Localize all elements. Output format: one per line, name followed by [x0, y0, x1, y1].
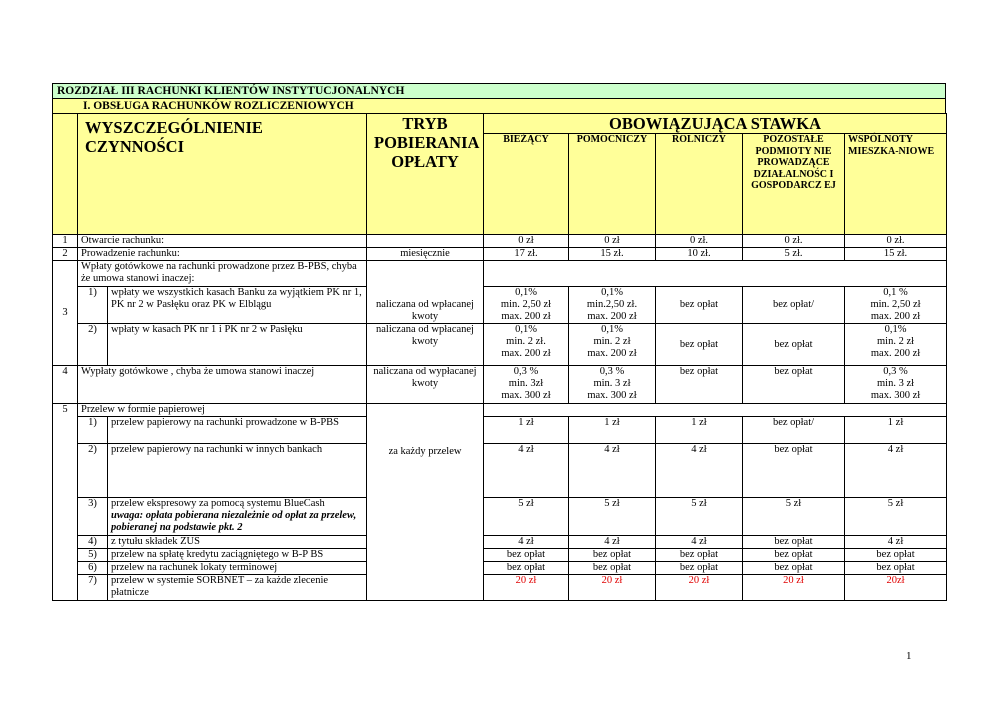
- table-row: 6) przelew na rachunek lokaty terminowej bez opłat bez opłat bez opłat bez opłat bez opłat: [53, 562, 947, 575]
- table-row: 3) przelew ekspresowy za pomocą systemu BlueCash uwaga: opłata pobierana niezależnie od opłat za przelew, pobieranej na podstawie pkt. 2 5 zł 5 zł 5 zł 5 zł 5 zł: [53, 498, 947, 536]
- col-rolniczy: ROLNICZY: [656, 134, 743, 235]
- table-row: 1) przelew papierowy na rachunki prowadzone w B-PBS 1 zł 1 zł 1 zł bez opłat/ 1 zł: [53, 417, 947, 444]
- page-number: 1: [906, 650, 912, 662]
- fee-table-document: [52, 83, 946, 601]
- col-pomocniczy: POMOCNICZY: [569, 134, 656, 235]
- col-biezacy: BIEŻĄCY: [484, 134, 569, 235]
- table-row: 5) przelew na spłatę kredytu zaciągniętego w B-P BS bez opłat bez opłat bez opłat bez opłat bez opłat: [53, 549, 947, 562]
- header-rate: OBOWIĄZUJĄCA STAWKA: [484, 114, 947, 134]
- table-row: 7) przelew w systemie SORBNET – za każde zlecenie płatnicze 20 zł 20 zł 20 zł 20 zł 20zł: [53, 575, 947, 601]
- header-fee-mode: TRYB POBIERANIA OPŁATY: [367, 114, 484, 235]
- fee-table: [52, 113, 947, 601]
- table-row: 4) z tytułu składek ZUS 4 zł 4 zł 4 zł bez opłat 4 zł: [53, 536, 947, 549]
- section-heading: I. OBSŁUGA RACHUNKÓW ROZLICZENIOWYCH: [52, 98, 946, 113]
- table-row: 2) przelew papierowy na rachunki w innych bankach 4 zł 4 zł 4 zł bez opłat 4 zł: [53, 444, 947, 498]
- table-row: 1) wpłaty we wszystkich kasach Banku za wyjątkiem PK nr 1, PK nr 2 w Pasłęku oraz PK w Elblągu 0,1% min. 2,50 zł max. 200 zł 0,1% min.2,50 zł. max. 200 zł bez opłat bez opłat/ 0,1 % min. 2,50 zł max. 200 zł: [53, 287, 947, 324]
- table-row: 5 Przelew w formie papierowej za każdy przelew: [53, 404, 947, 417]
- table-row: 2 Prowadzenie rachunku: miesięcznie 17 zł. 15 zł. 10 zł. 5 zł. 15 zł.: [53, 248, 947, 261]
- table-row: 2) wpłaty w kasach PK nr 1 i PK nr 2 w Pasłęku naliczana od wpłacanej kwoty 0,1% min. 2 zł. max. 200 zł 0,1% min. 2 zł max. 200 zł bez opłat bez opłat 0,1% min. 2 zł max. 200 zł: [53, 324, 947, 366]
- note-text: uwaga: opłata pobierana niezależnie od opłat za przelew, pobieranej na podstawie pkt. 2: [111, 510, 357, 533]
- chapter-heading: ROZDZIAŁ III RACHUNKI KLIENTÓW INSTYTUCJONALNYCH: [52, 83, 946, 98]
- col-wspolnoty: WSPÓLNOTY MIESZKA-NIOWE: [845, 134, 947, 235]
- header-description: WYSZCZEGÓLNIENIE CZYNNOŚCI: [78, 114, 367, 235]
- table-row: 4 Wypłaty gotówkowe , chyba że umowa stanowi inaczej naliczana od wypłacanej kwoty 0,3 % min. 3zł max. 300 zł 0,3 % min. 3 zł max. 300 zł bez opłat bez opłat 0,3 % min. 3 zł max. 300 zł: [53, 366, 947, 404]
- table-row: 1 Otwarcie rachunku: 0 zł 0 zł 0 zł. 0 zł. 0 zł.: [53, 235, 947, 248]
- col-pozostale: POZOSTAŁE PODMIOTY NIE PROWADZĄCE DZIAŁALNOŚC I GOSPODARCZ EJ: [743, 134, 845, 235]
- table-row: 3 Wpłaty gotówkowe na rachunki prowadzone przez B-PBS, chyba że umowa stanowi inaczej: naliczana od wpłacanej kwoty: [53, 261, 947, 287]
- header-no-cell: [53, 114, 78, 235]
